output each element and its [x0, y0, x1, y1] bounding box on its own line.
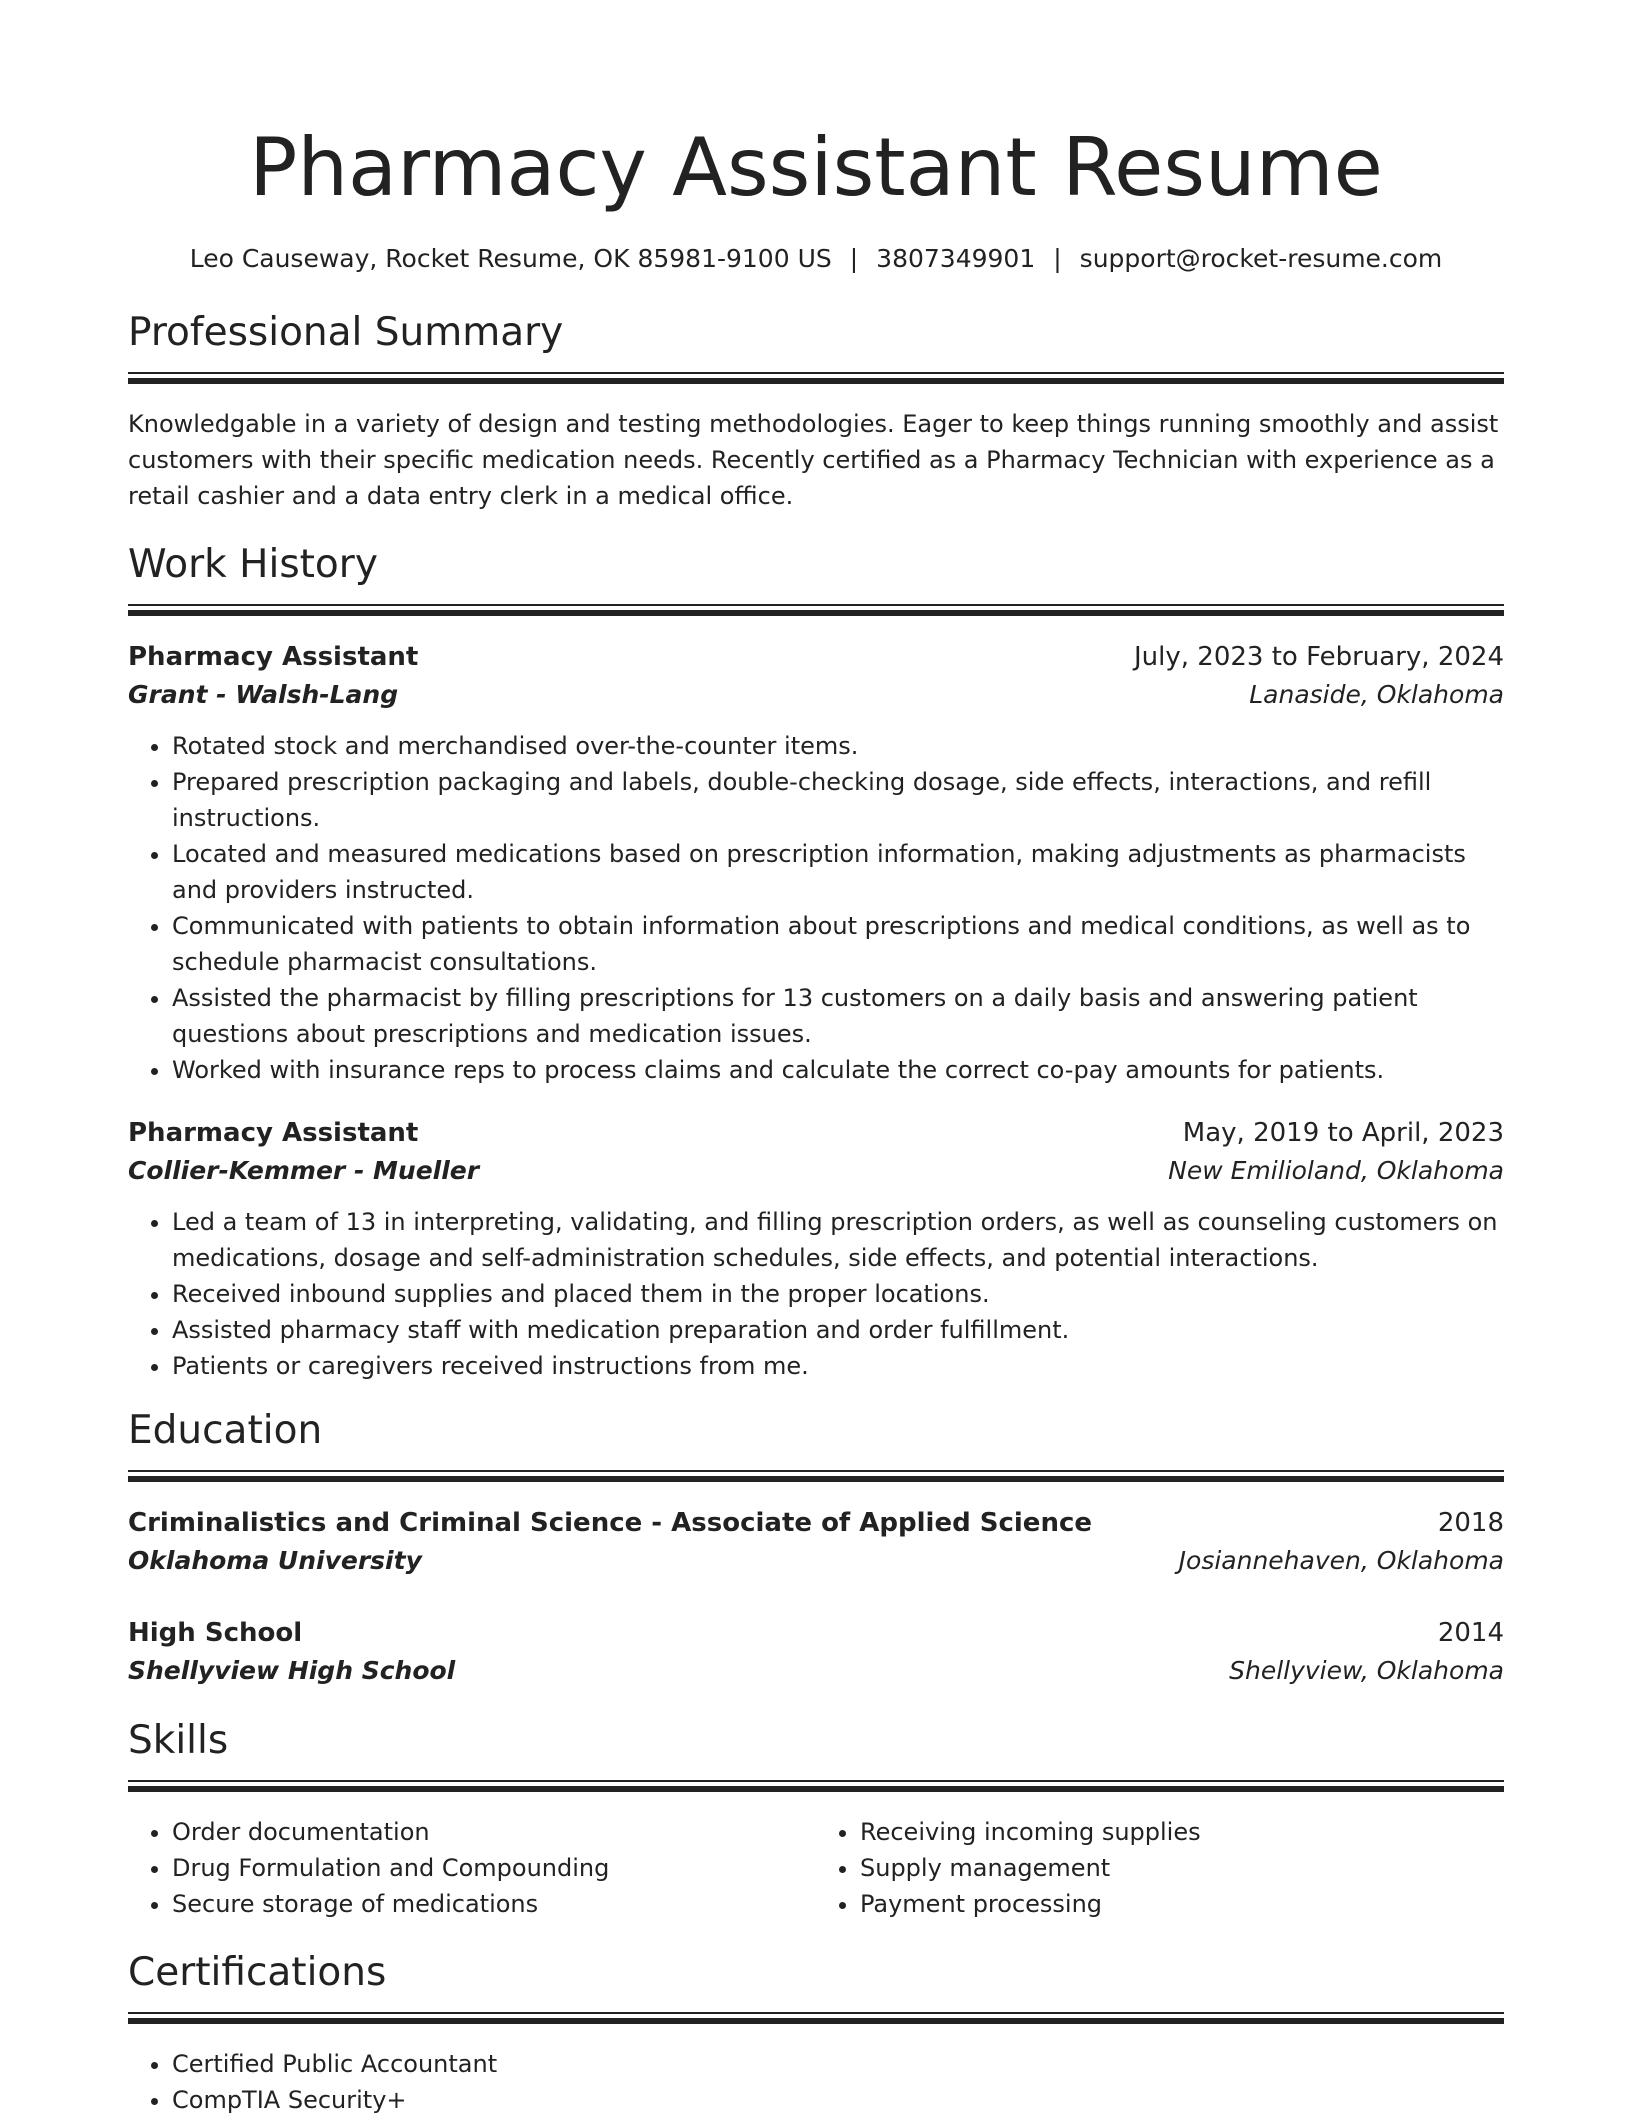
list-item: • Assisted the pharmacist by filling prescriptions for 13 customers on a daily basis and answering patient questions about prescriptions and medication issues. — [172, 980, 1504, 1052]
job-bullet-list — [128, 728, 1504, 1088]
school-location: Josiannehaven, Oklahoma — [1178, 1546, 1504, 1575]
job-dates: May, 2019 to April, 2023 — [1182, 1118, 1504, 1148]
section-divider — [128, 372, 1504, 384]
job-title: Pharmacy Assistant — [128, 642, 419, 672]
section-heading-work-history: Work History — [128, 542, 378, 587]
list-item: • Supply management — [860, 1850, 1504, 1886]
job-entry — [128, 638, 1504, 1088]
education-entry — [128, 1504, 1504, 1580]
degree-title: High School — [128, 1618, 303, 1648]
list-item: • Located and measured medications based on prescription information, making adjustments as pharmacists and providers instructed. — [172, 836, 1504, 908]
list-item: • Certified Public Accountant — [172, 2046, 1504, 2082]
list-item: • Secure storage of medications — [172, 1886, 816, 1922]
page-title: Pharmacy Assistant Resume — [249, 121, 1383, 214]
job-dates: July, 2023 to February, 2024 — [1134, 642, 1504, 672]
job-bullet-list — [128, 1204, 1504, 1384]
job-entry — [128, 1114, 1504, 1384]
section-heading-certifications: Certifications — [128, 1950, 387, 1995]
skills-list-right — [816, 1814, 1504, 1922]
section-divider — [128, 604, 1504, 616]
list-item: • Communicated with patients to obtain information about prescriptions and medical conditions, as well as to schedule pharmacist consultations. — [172, 908, 1504, 980]
list-item: • CompTIA Security+ — [172, 2082, 1504, 2118]
list-item: • Assisted pharmacy staff with medication preparation and order fulfillment. — [172, 1312, 1504, 1348]
school-name: Oklahoma University — [128, 1546, 422, 1575]
section-heading-skills: Skills — [128, 1718, 229, 1763]
school-location: Shellyview, Oklahoma — [1229, 1656, 1504, 1685]
list-item: • Rotated stock and merchandised over-the-counter items. — [172, 728, 1504, 764]
job-location: Lanaside, Oklahoma — [1249, 680, 1504, 709]
section-divider — [128, 1470, 1504, 1482]
skills-grid — [128, 1814, 1504, 1922]
contact-phone: 3807349901 — [876, 244, 1036, 273]
contact-email[interactable]: support@rocket-resume.com — [1079, 244, 1443, 273]
school-name: Shellyview High School — [128, 1656, 456, 1685]
section-divider — [128, 1780, 1504, 1792]
list-item: • Order documentation — [172, 1814, 816, 1850]
job-location: New Emilioland, Oklahoma — [1168, 1156, 1504, 1185]
contact-address: Leo Causeway, Rocket Resume, OK 85981-9100 US — [189, 244, 832, 273]
section-heading-summary: Professional Summary — [128, 310, 564, 355]
summary-section — [128, 308, 1504, 514]
degree-year: 2018 — [1437, 1508, 1504, 1538]
degree-year: 2014 — [1437, 1618, 1504, 1648]
certifications-section — [128, 1948, 1504, 2118]
section-heading-education: Education — [128, 1408, 323, 1453]
list-item: • Worked with insurance reps to process claims and calculate the correct co-pay amounts for patients. — [172, 1052, 1504, 1088]
list-item: • Patients or caregivers received instructions from me. — [172, 1348, 1504, 1384]
contact-separator: | — [1053, 244, 1062, 273]
education-entry — [128, 1614, 1504, 1690]
degree-title: Criminalistics and Criminal Science - Associate of Applied Science — [128, 1508, 1092, 1538]
skills-section — [128, 1716, 1504, 1922]
job-title: Pharmacy Assistant — [128, 1118, 419, 1148]
list-item: • Receiving incoming supplies — [860, 1814, 1504, 1850]
section-divider — [128, 2012, 1504, 2024]
certifications-list — [128, 2046, 1504, 2118]
job-company: Collier-Kemmer - Mueller — [128, 1156, 480, 1185]
skills-list-left — [128, 1814, 816, 1922]
work-history-section — [128, 540, 1504, 1384]
summary-text: Knowledgable in a variety of design and testing methodologies. Eager to keep things running smoothly and assist customers with their specific medication needs. Recently certified as a Pharmacy Technician with experience as a retail cashier and a data entry clerk in a medical office. — [128, 410, 1499, 510]
list-item: • Payment processing — [860, 1886, 1504, 1922]
job-company: Grant - Walsh-Lang — [128, 680, 399, 709]
contact-separator: | — [849, 244, 859, 273]
education-section — [128, 1406, 1504, 1690]
contact-line — [128, 242, 1504, 276]
list-item: • Prepared prescription packaging and labels, double-checking dosage, side effects, interactions, and refill instructions. — [172, 764, 1504, 836]
list-item: • Drug Formulation and Compounding — [172, 1850, 816, 1886]
list-item: • Received inbound supplies and placed them in the proper locations. — [172, 1276, 1504, 1312]
list-item: • Led a team of 13 in interpreting, validating, and filling prescription orders, as well as counseling customers on medications, dosage and self-administration schedules, side effects, and potential interactions. — [172, 1204, 1504, 1276]
